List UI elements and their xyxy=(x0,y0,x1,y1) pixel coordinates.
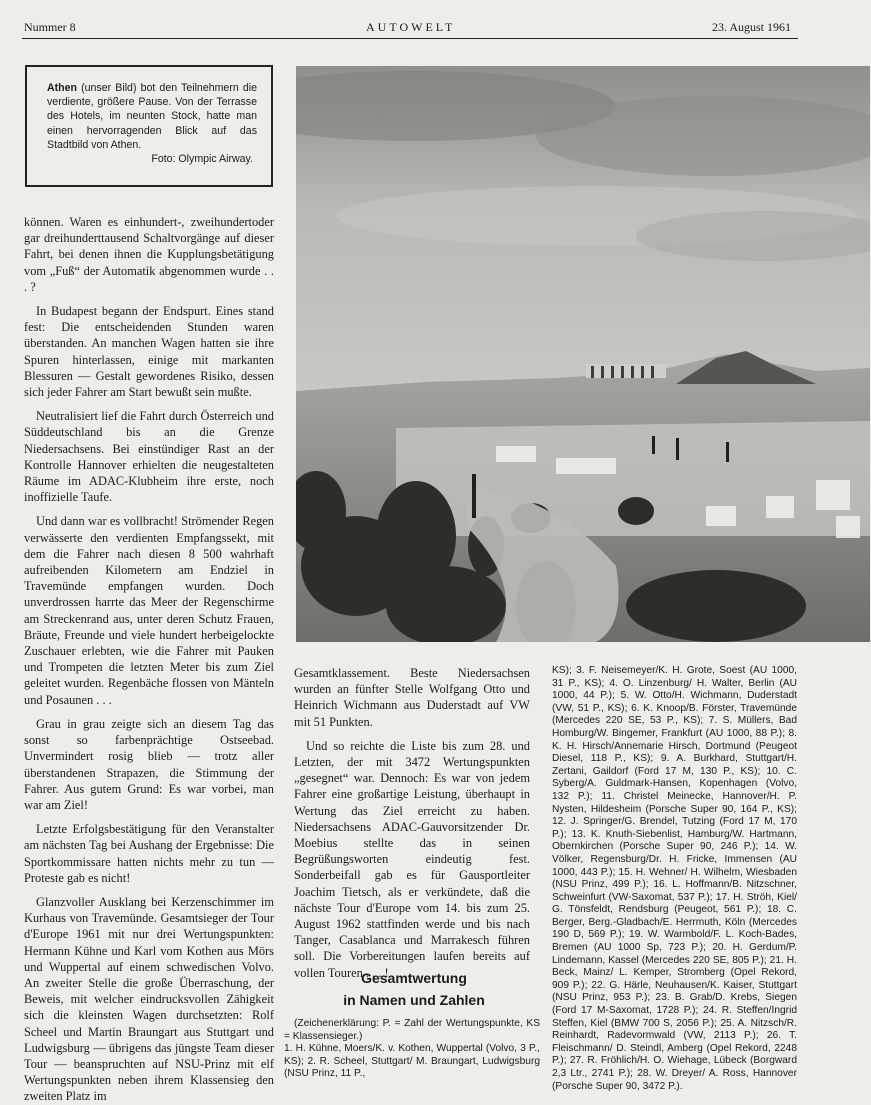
header-rule xyxy=(22,38,798,39)
paragraph: Gesamtklassement. Beste Niedersachsen wurden an fünfter Stelle Wolfgang Otto und Heinrich Wichmann aus Duderstadt auf VW mit 51 Punkten. xyxy=(294,666,530,729)
paragraph: Grau in grau zeigte sich an diesem Tag das sonst so farbenprächtige Ostseebad. Unvermindert rosig blieb — trotz aller überstandenen Strapazen, die Stimmung der Fahrer. Aus gutem Grund: Es war vorbei, man war am Ziel! xyxy=(24,716,274,812)
article-column-2 xyxy=(294,665,530,981)
paragraph: Letzte Erfolgsbestätigung für den Veranstalter am nächsten Tag bei Aushang der Ergebnisse: Die Sportkommissare hatten nichts mehr zu tun — Proteste gab es nicht! xyxy=(24,822,274,885)
paragraph: können. Waren es einhundert-, zweihundertoder gar dreihunderttausend Schaltvorgänge auf dieser Fahrt, bei denen ihnen die Kupplungsbetätigung vom „Fuß“ der Automatik abgenommen wurde . . . ? xyxy=(24,215,274,294)
athens-photo xyxy=(296,66,870,642)
legend-key: (Zeichenerklärung: P. = Zahl der Wertungspunkte, KS = Klassensieger.) xyxy=(284,1018,540,1042)
athens-cityscape-image xyxy=(296,66,870,642)
results-heading-line2: in Namen und Zahlen xyxy=(343,992,485,1008)
caption-lead: Athen xyxy=(47,82,78,94)
results-heading xyxy=(296,967,532,1011)
photo-credit: Foto: Olympic Airway. xyxy=(151,153,253,166)
article-column-1 xyxy=(24,214,274,1105)
photo-caption-box xyxy=(25,65,273,187)
page-header xyxy=(0,0,871,40)
results-legend xyxy=(284,1018,540,1081)
paragraph: Glanzvoller Ausklang bei Kerzenschimmer im Kurhaus von Travemünde. Gesamtsieger der Tour d'Europe 1961 mit nur drei Wertungspunkten: Hermann Kühne und Karl vom Kothen aus Mörs und Wuppertal auf einem schwedischen Volvo. An zweiter Stelle die große Überraschung, der Beweis, mit welcher eindrucksvollen Zähigkeit sich die kleinsten Wagen durchsetzten: Rolf Scheel und Martin Braungart aus Stuttgart und Ludwigsburg — übrigens das jüngste Team dieser Tour — beanspruchten auf NSU-Prinz mit elf Wertungspunkten neben ihrem Klassensieg den zweiten Platz im xyxy=(24,894,274,1104)
results-start: 1. H. Kühne, Moers/K. v. Kothen, Wuppertal (Volvo, 3 P., KS); 2. R. Scheel, Stuttgart/ M. Braungart, Ludwigsburg (NSU Prinz, 11 P., xyxy=(284,1043,540,1080)
paragraph: Und so reichte die Liste bis zum 28. und Letzten, der mit 3472 Wertungspunkten „gesegnet“ war. Dennoch: Es war von jedem Fahrer eine großartige Leistung, überhaupt in Wertung das Ziel erreicht zu haben. Niedersachsens ADAC-Gauvorsitzender Dr. Moebius stellte das in seinen Begrüßungsworten eindeutig fest. Sonderbeifall gab es für Gausportleiter Joachim Tietsch, als er verkündete, daß die nächste Tour d'Europe vom 14. bis zum 25. August 1962 stattfinden werde und bis nach Tanger, Casablanca und Marrakesch führen soll. Die Vorbereitungen laufen bereits auf vollen Touren . . . ! xyxy=(294,738,530,980)
paragraph: In Budapest begann der Endspurt. Eines stand fest: Die entscheidenden Stunden waren überstanden. An manchen Wagen hatten sie ihre Spuren hinterlassen, einige mit markanten Blessuren — Gestalt gewordenes Risiko, dessen sich jeder Fahrer am Start bewußt sein mußte. xyxy=(24,304,274,400)
results-heading-line1: Gesamtwertung xyxy=(361,970,467,986)
results-list: KS); 3. F. Neisemeyer/K. H. Grote, Soest (AU 1000, 31 P., KS); 4. O. Linzenburg/ H. Walter, Berlin (AU 1000, 44 P.); 5. W. Otto/H. Wichmann, Duderstadt (VW, 51 P., KS); 6. K. Knoop/B. Förster, Travemünde (Mercedes 220 SE, 53 P., KS); 7. S. Müllers, Bad Homburg/W. Bingemer, Frankfurt (AU 1000, 88 P.); 8. K. H. Hirsch/Annemarie Hirsch, Dortmund (Peugeot Diesel, 118 P., KS); 9. A. Burkhard, Stuttgart/H. Zertani, Gaildorf (Ford 17 M, 130 P., KS); 10. C. Syberg/A. Guldmark-Hansen, Kopenhagen (Volvo, 132 P.); 11. Christel Meinecke, Hannover/H. P. Nysten, Hildesheim (Porsche Super 90, 164 P., KS); 12. J. Springer/G. Brendel, Tutzing (Ford 17 M, 170 P.); 13. K. Knuth-Siebenlist, Hamburg/W. Hartmann, Obernkirchen (Porsche Super 90, 246 P.); 14. W. Völker, Regensburg/Dr. H. Fricke, Immensen (AU 1000, 443 P.); 15. H. Wehner/ H. Wilhelm, Wiesbaden (NSU Prinz, 499 P.); 16. L. Hoffmann/B. Nitzschner, Schweinfurt (VW-Saxomat, 537 P.); 17. H. Ströh, Kiel/ G. Tönsfeldt, Rendsburg (Peugeot, 561 P.); 18. C. Berger, Berg.-Gladbach/E. Herrmuth, Köln (Mercedes 190 D, 569 P.); 19. W. Warmbold/F. L. Koch-Bades, Bremen (AU 1000 Sp, 723 P.); 20. H. Gerdum/P. Lindemann, Kassel (Mercedes 220 SE, 805 P.); 21. H. Beck, Mainz/ L. Kemper, Stromberg (Opel Rekord, 909 P.); 22. G. Härle, Neuhausen/K. Kaiser, Stuttgart (NSU Prinz, 953 P.); 23. B. Grab/D. Krebs, Siegen (Ford 17 M-Saxomat, 1728 P.); 24. R. Steffen/Ingrid Steffen, Kiel (BMW 700 S, 2056 P.); 25. A. Nitzsch/R. Reinhardt, Radevormwald (VW, 2113 P.); 26. T. Fleischmann/ D. Steindl, Amberg (Opel Rekord, 2248 P.); 27. R. Fröhlich/H. O. Wiehage, Lübeck (Borgward 2,3 Ltr., 2741 P.); 28. W. Dreyer/ A. Ross, Hannover (Porsche Super 90, 3472 P.). xyxy=(552,665,797,1092)
paragraph: Und dann war es vollbracht! Strömender Regen verwässerte den verdienten Empfangssekt, mit dem die Fahrer nach diesen 8 500 wahrhaft aufreibenden Kilometern am Endziel in Travemünde empfangen wurden. Doch unverdrossen harrte das Meer der Regenschirme am Streckenrand aus, unter deren Schutz Frauen, Bräute, Freunde und viele hundert herbeigelockte Zuschauer erlebten, wie die Fahrer mit Pauken und Trompeten die letzten Meter bis zum Ziel geleitet wurden. Regenbäche flossen von Mänteln und Posaunen . . . xyxy=(24,514,274,707)
caption-text: (unser Bild) bot den Teilnehmern die verdiente, größere Pause. Von der Terrasse des Hotels, im neunten Stock, hatte man einen hervorragenden Blick auf das Stadtbild von Athen. xyxy=(47,82,257,151)
paragraph: Neutralisiert lief die Fahrt durch Österreich und Süddeutschland bis an die Grenze Niedersachsens. Bei einstündiger Rast an der Kontrolle Hannover erhielten die neugestalteten Räume im ADAC-Klubheim ihre erste, noch inoffizielle Taufe. xyxy=(24,409,274,505)
magazine-title: AUTOWELT xyxy=(366,20,456,34)
issue-number: Nummer 8 xyxy=(24,20,76,34)
results-list-column xyxy=(552,665,797,1093)
issue-date: 23. August 1961 xyxy=(712,20,792,34)
